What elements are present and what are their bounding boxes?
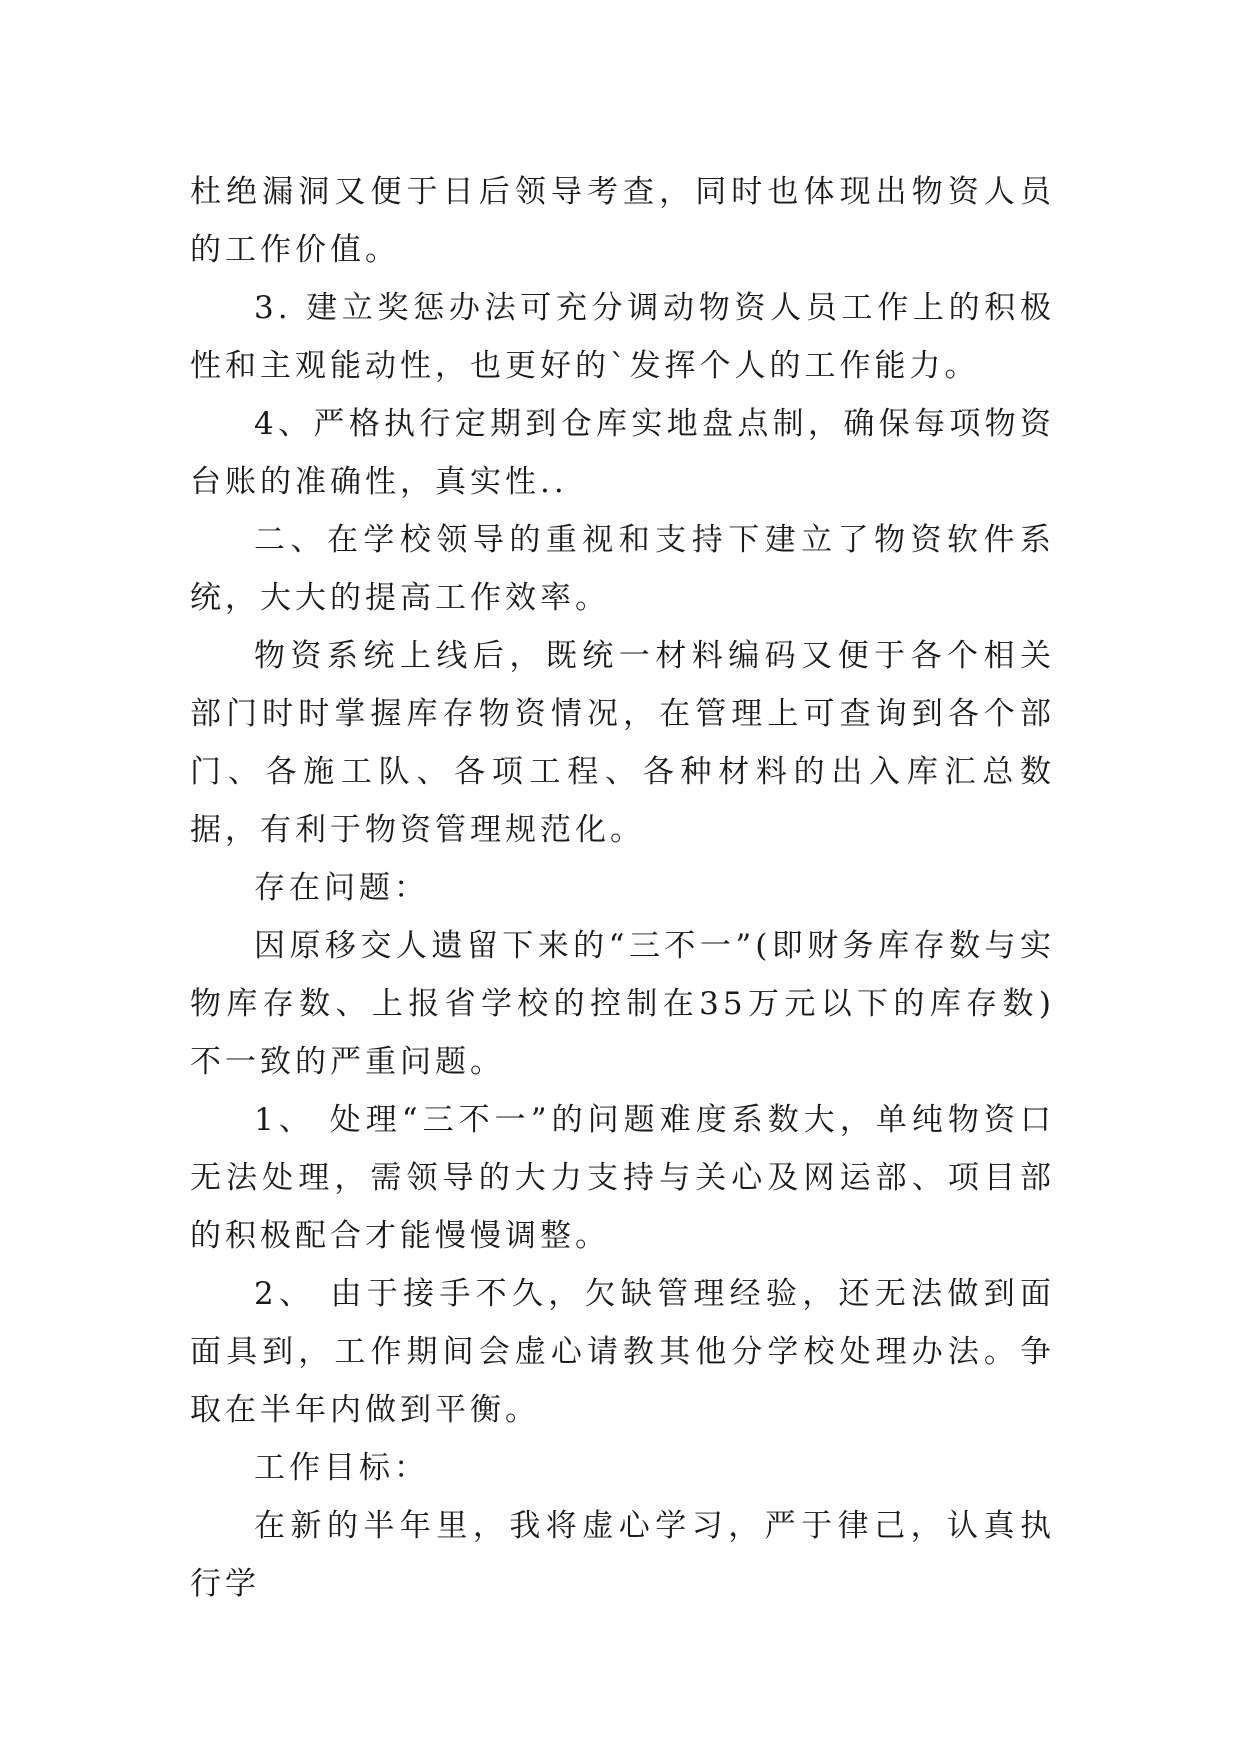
paragraph-9: 2、 由于接手不久，欠缺管理经验，还无法做到面面具到，工作期间会虚心请教其他分学校处理办法。争取在半年内做到平衡。 [190, 1276, 1055, 1428]
paragraph-6: 存在问题： [254, 870, 429, 906]
paragraph-4: 二、在学校领导的重视和支持下建立了物资软件系统，大大的提高工作效率。 [190, 522, 1055, 616]
paragraph-3: 4、严格执行定期到仓库实地盘点制，确保每项物资台账的准确性，真实性.. [190, 406, 1055, 500]
paragraph-10: 工作目标： [254, 1450, 429, 1486]
document-body [190, 163, 1055, 1613]
paragraph-8: 1、 处理“三不一”的问题难度系数大，单纯物资口无法处理，需领导的大力支持与关心及网运部、项目部的积极配合才能慢慢调整。 [190, 1102, 1055, 1254]
paragraph-2: 3. 建立奖惩办法可充分调动物资人员工作上的积极性和主观能动性，也更好的`发挥个人的工作能力。 [190, 290, 1055, 384]
paragraph-5: 物资系统上线后，既统一材料编码又便于各个相关部门时时掌握库存物资情况，在管理上可查询到各个部门、各施工队、各项工程、各种材料的出入库汇总数据，有利于物资管理规范化。 [190, 638, 1055, 848]
paragraph-1: 杜绝漏洞又便于日后领导考查，同时也体现出物资人员的工作价值。 [190, 174, 1055, 268]
paragraph-7: 因原移交人遗留下来的“三不一”(即财务库存数与实物库存数、上报省学校的控制在35万元以下的库存数)不一致的严重问题。 [190, 928, 1055, 1080]
paragraph-11: 在新的半年里，我将虚心学习，严于律己，认真执行学 [190, 1508, 1055, 1602]
